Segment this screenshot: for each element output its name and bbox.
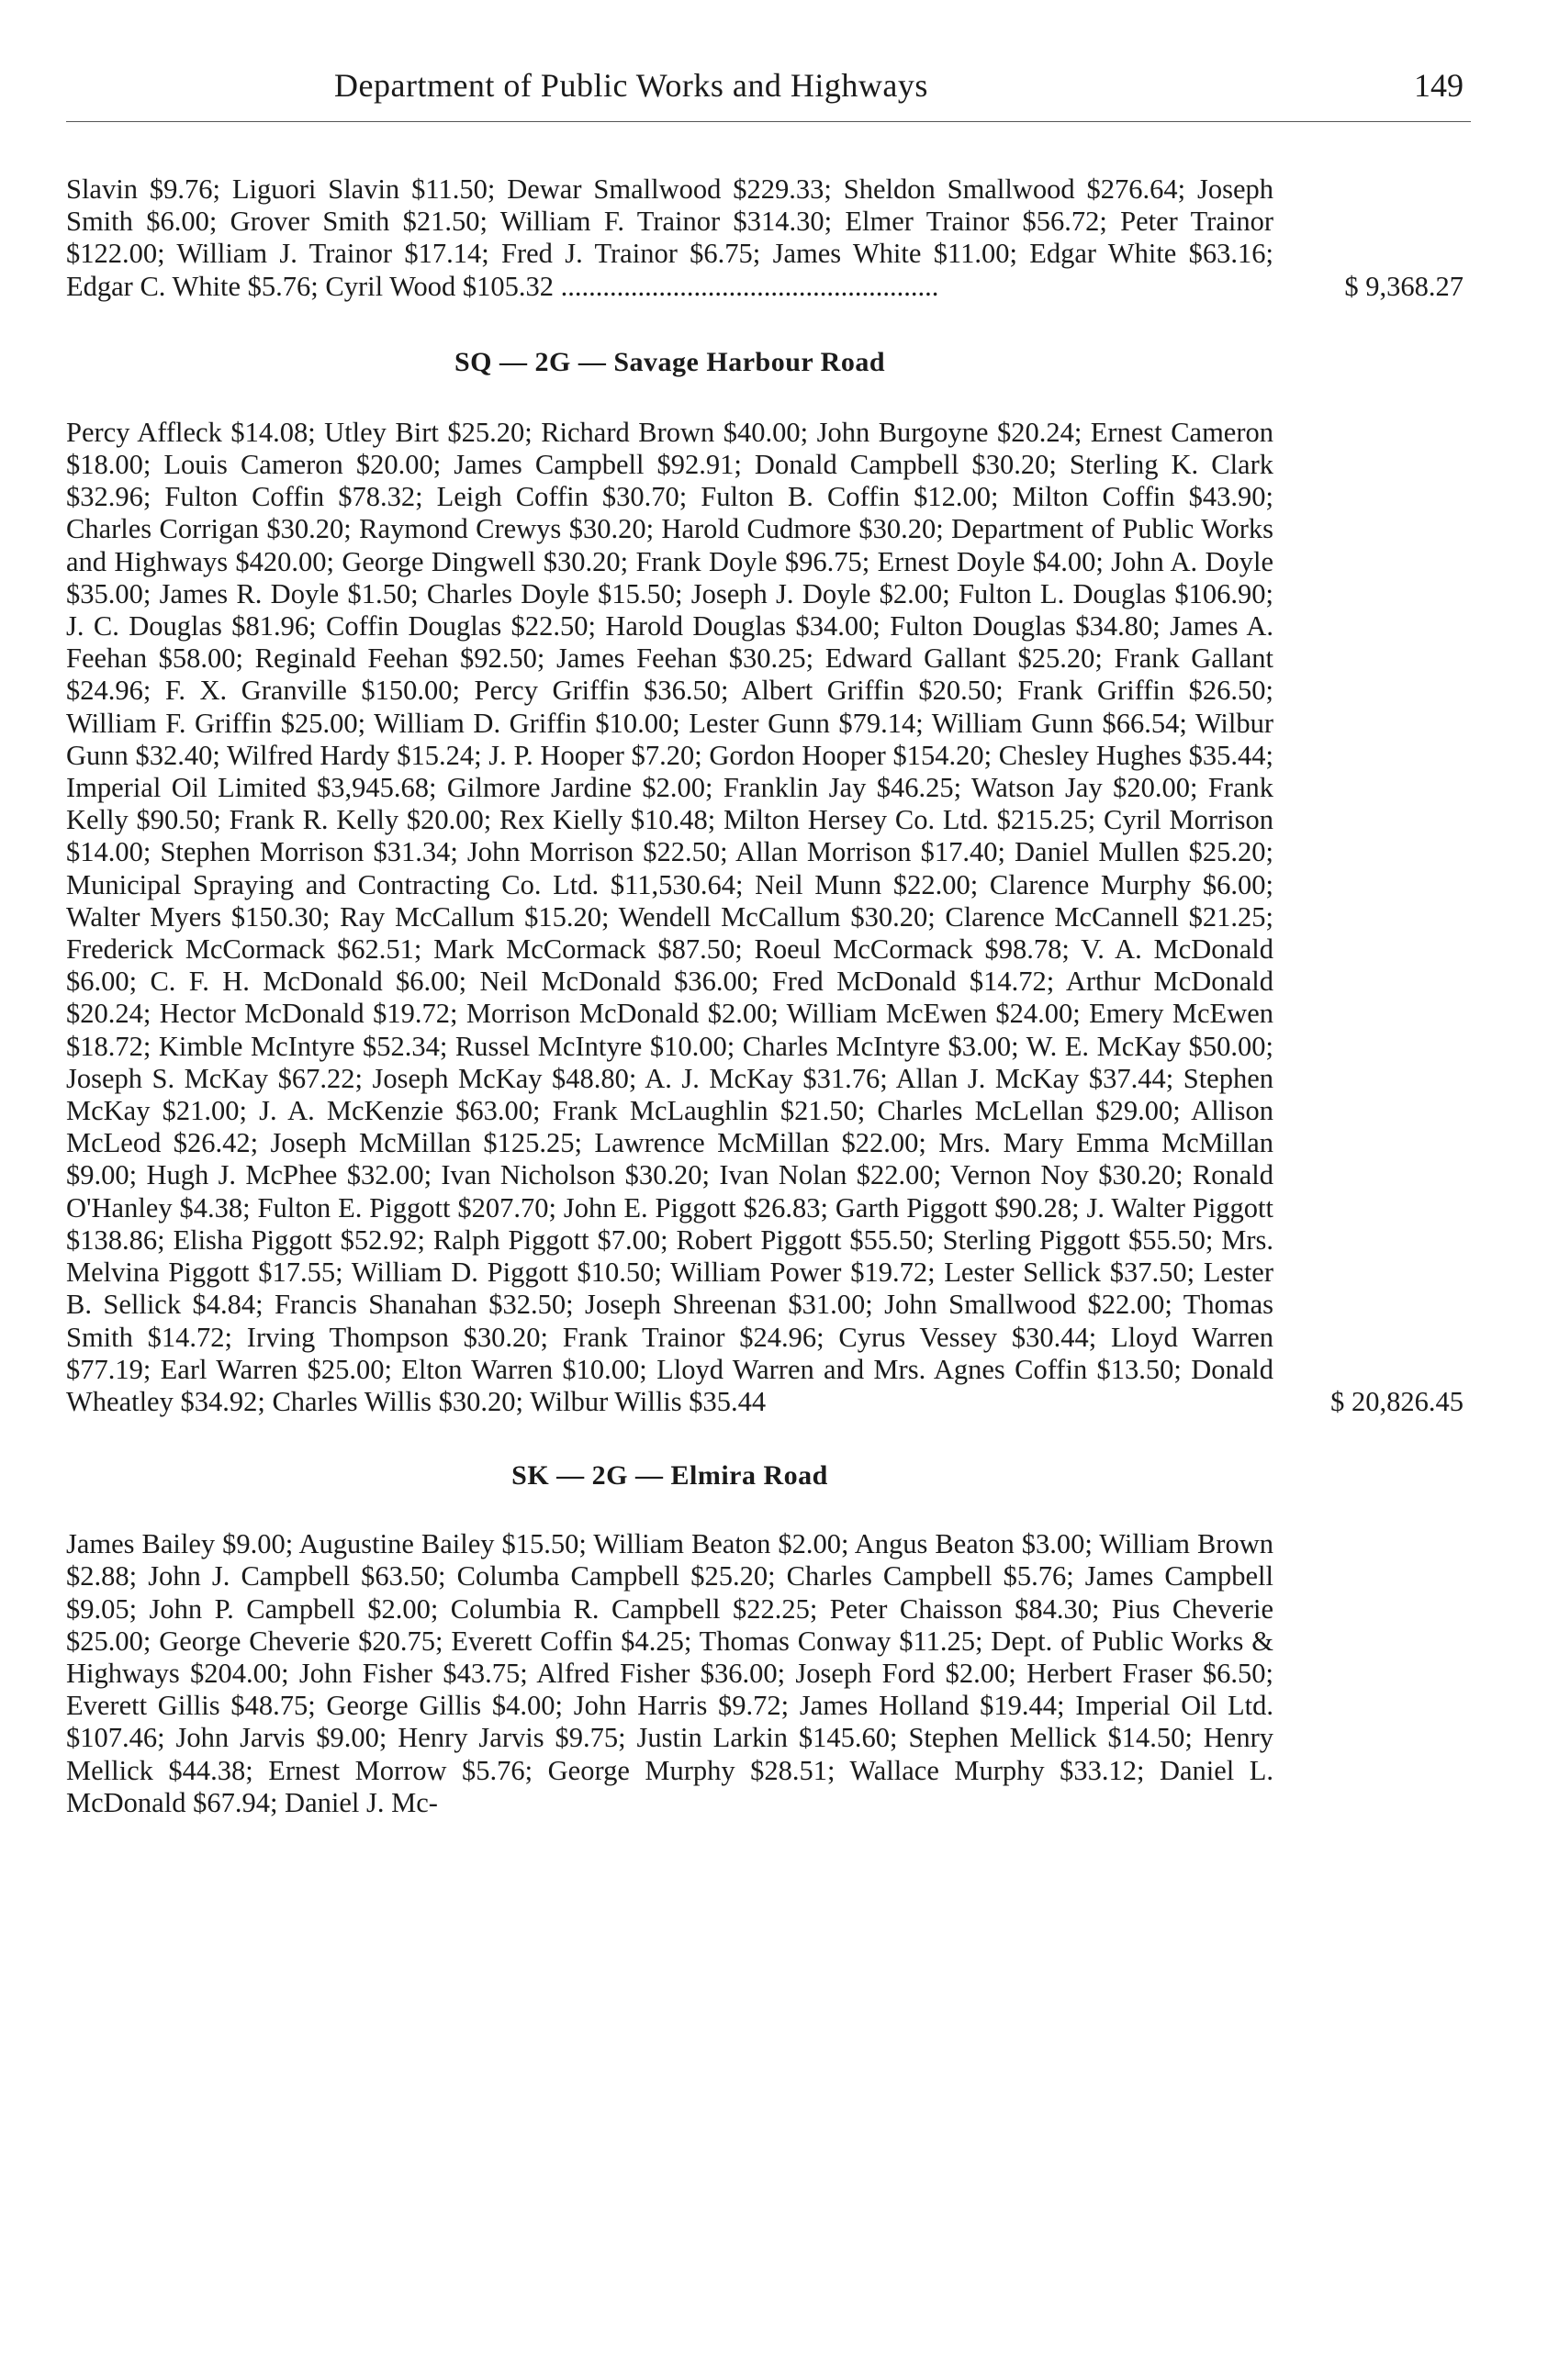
payment-list-paragraph: James Bailey $9.00; Augustine Bailey $15.50; William Beaton $2.00; Angus Beaton $3.00; William Brown $2.88; John J. Campbell $63.50; Columba Campbell $25.20; Charles Campbell $5.76; James Campbell $9.05; John P. Campbell $2.00; Columbia R. Campbell $22.25; Peter Chaisson $84.30; Pius Cheverie $25.00; George Cheverie $20.75; Everett Coffin $4.25; Thomas Conway $11.25; Dept. of Public Works & Highways $204.00; John Fisher $43.75; Alfred Fisher $36.00; Joseph Ford $2.00; Herbert Fraser $6.50; Everett Gillis $48.75; George Gillis $4.00; John Harris $9.72; James Holland $19.44; Imperial Oil Ltd. $107.46; John Jarvis $9.00; Henry Jarvis $9.75; Justin Larkin $145.60; Stephen Mellick $14.50; Henry Mellick $44.38; Ernest Morrow $5.76; George Murphy $28.51; Wallace Murphy $33.12; Daniel L. McDonald $67.94; Daniel J. Mc- — [66, 1528, 1273, 1818]
section-total: $ 9,368.27 — [1344, 270, 1464, 302]
section-elmira-road — [66, 1528, 1471, 1819]
section-heading-elmira-road: SK — 2G — Elmira Road — [511, 1460, 828, 1492]
payment-list-paragraph: Slavin $9.76; Liguori Slavin $11.50; Dewar Smallwood $229.33; Sheldon Smallwood $276.64; Joseph Smith $6.00; Grover Smith $21.50; William F. Trainor $314.30; Elmer Trainor $56.72; Peter Trainor $122.00; William J. Trainor $17.14; Fred J. Trainor $6.75; James White $11.00; Edgar White $63.16; Edgar C. White $5.76; Cyril Wood $105.32 ...................................................... — [66, 173, 1273, 302]
page-header — [66, 66, 1471, 122]
header-title: Department of Public Works and Highways — [334, 67, 928, 104]
section-savage-harbour-road — [66, 417, 1471, 1418]
page-number: 149 — [1414, 67, 1464, 104]
section-total: $ 20,826.45 — [1330, 1386, 1464, 1418]
payment-list-paragraph: Percy Affleck $14.08; Utley Birt $25.20; Richard Brown $40.00; John Burgoyne $20.24; Ernest Cameron $18.00; Louis Cameron $20.00; James Campbell $92.91; Donald Campbell $30.20; Sterling K. Clark $32.96; Fulton Coffin $78.32; Leigh Coffin $30.70; Fulton B. Coffin $12.00; Milton Coffin $43.90; Charles Corrigan $30.20; Raymond Crewys $30.20; Harold Cudmore $30.20; Department of Public Works and Highways $420.00; George Dingwell $30.20; Frank Doyle $96.75; Ernest Doyle $4.00; John A. Doyle $35.00; James R. Doyle $1.50; Charles Doyle $15.50; Joseph J. Doyle $2.00; Fulton L. Douglas $106.90; J. C. Douglas $81.96; Coffin Douglas $22.50; Harold Douglas $34.00; Fulton Douglas $34.80; James A. Feehan $58.00; Reginald Feehan $92.50; James Feehan $30.25; Edward Gallant $25.20; Frank Gallant $24.96; F. X. Granville $150.00; Percy Griffin $36.50; Albert Griffin $20.50; Frank Griffin $26.50; William F. Griffin $25.00; William D. Griffin $10.00; Lester Gunn $79.14; William Gunn $66.54; Wilbur Gunn $32.40; Wilfred Hardy $15.24; J. P. Hooper $7.20; Gordon Hooper $154.20; Chesley Hughes $35.44; Imperial Oil Limited $3,945.68; Gilmore Jardine $2.00; Franklin Jay $46.25; Watson Jay $20.00; Frank Kelly $90.50; Frank R. Kelly $20.00; Rex Kielly $10.48; Milton Hersey Co. Ltd. $215.25; Cyril Morrison $14.00; Stephen Morrison $31.34; John Morrison $22.50; Allan Morrison $17.40; Daniel Mullen $25.20; Municipal Spraying and Contracting Co. Ltd. $11,530.64; Neil Munn $22.00; Clarence Murphy $6.00; Walter Myers $150.30; Ray McCallum $15.20; Wendell McCallum $30.20; Clarence McCannell $21.25; Frederick McCormack $62.51; Mark McCormack $87.50; Roeul McCormack $98.78; V. A. McDonald $6.00; C. F. H. McDonald $6.00; Neil McDonald $36.00; Fred McDonald $14.72; Arthur McDonald $20.24; Hector McDonald $19.72; Morrison McDonald $2.00; William McEwen $24.00; Emery McEwen $18.72; Kimble McIntyre $52.34; Russel McIntyre $10.00; Charles McIntyre $3.00; W. E. McKay $50.00; Joseph S. McKay $67.22; Joseph McKay $48.80; A. J. McKay $31.76; Allan J. McKay $37.44; Stephen McKay $21.00; J. A. McKenzie $63.00; Frank McLaughlin $21.50; Charles McLellan $29.00; Allison McLeod $26.42; Joseph McMillan $125.25; Lawrence McMillan $22.00; Mrs. Mary Emma McMillan $9.00; Hugh J. McPhee $32.00; Ivan Nicholson $30.20; Ivan Nolan $22.00; Vernon Noy $30.20; Ronald O'Hanley $4.38; Fulton E. Piggott $207.70; John E. Piggott $26.83; Garth Piggott $90.28; J. Walter Piggott $138.86; Elisha Piggott $52.92; Ralph Piggott $7.00; Robert Piggott $55.50; Sterling Piggott $55.50; Mrs. Melvina Piggott $17.55; William D. Piggott $10.50; William Power $19.72; Lester Sellick $37.50; Lester B. Sellick $4.84; Francis Shanahan $32.50; Joseph Shreenan $31.00; John Smallwood $22.00; Thomas Smith $14.72; Irving Thompson $30.20; Frank Trainor $24.96; Cyrus Vessey $30.44; Lloyd Warren $77.19; Earl Warren $25.00; Elton Warren $10.00; Lloyd Warren and Mrs. Agnes Coffin $13.50; Donald Wheatley $34.92; Charles Willis $30.20; Wilbur Willis $35.44 — [66, 416, 1273, 1417]
section-continued-list — [66, 173, 1471, 303]
document-page — [66, 66, 1471, 1819]
section-heading-savage-harbour-road: SQ — 2G — Savage Harbour Road — [454, 346, 885, 377]
